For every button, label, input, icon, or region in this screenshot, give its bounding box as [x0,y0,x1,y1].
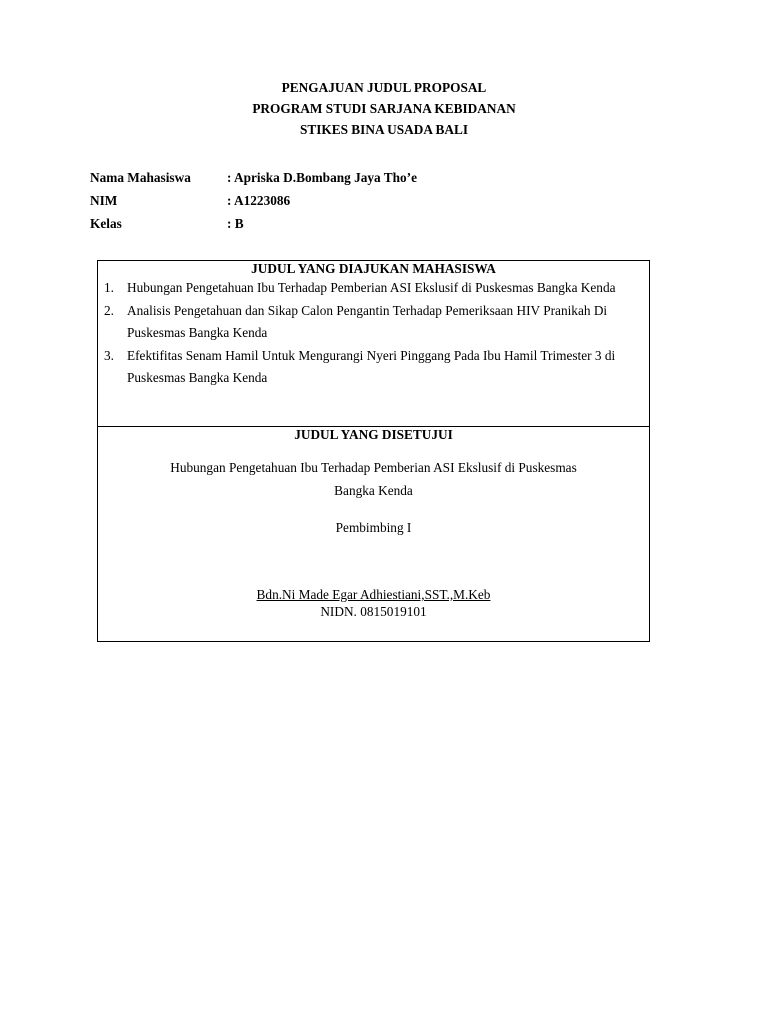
document-title: PENGAJUAN JUDUL PROPOSAL [281,80,487,95]
supervisor-nidn: NIDN. 0815019101 [320,604,427,619]
title-table [97,260,650,642]
list-item-number: 3. [104,347,114,363]
student-nim-label: NIM [90,193,118,208]
list-item-number: 1. [104,280,114,295]
proposed-titles-list [98,277,649,390]
approved-title-section [98,427,649,641]
supervisor-name: Bdn.Ni Made Egar Adhiestiani,SST.,M.Keb [256,587,491,602]
list-item-number: 2. [104,302,114,318]
list-item [98,300,649,345]
list-item-text: Analisis Pengetahuan dan Sikap Calon Pengantin Terhadap Pemeriksaan HIV Pranikah Di Puskesmas Bangka Kenda [127,302,608,340]
student-class-label: Kelas [90,216,122,231]
proposed-titles-section [98,261,649,427]
institution-name: STIKES BINA USADA BALI [299,122,469,137]
proposed-titles-heading: JUDUL YANG DIAJUKAN MAHASISWA [251,261,496,276]
student-info [90,166,417,235]
student-name-row [90,166,417,189]
student-nim-value: : A1223086 [227,193,291,208]
student-class-row [90,212,417,235]
document-header [0,77,768,140]
list-item-text: Efektifitas Senam Hamil Untuk Mengurangi Nyeri Pinggang Pada Ibu Hamil Trimester 3 di Puskesmas Bangka Kenda [127,347,616,385]
student-name-value: : Apriska D.Bombang Jaya Tho’e [227,170,418,185]
list-item [98,345,649,390]
student-nim-row [90,189,417,212]
student-name-label: Nama Mahasiswa [90,170,191,185]
approved-title-text: Hubungan Pengetahuan Ibu Terhadap Pemberian ASI Ekslusif di Puskesmas Bangka Kenda [170,460,577,498]
supervisor-role: Pembimbing I [335,520,412,535]
student-class-value: : B [227,216,244,231]
list-item [98,277,649,300]
program-name: PROGRAM STUDI SARJANA KEBIDANAN [252,101,516,116]
approved-title-heading: JUDUL YANG DISETUJUI [294,427,453,442]
list-item-text: Hubungan Pengetahuan Ibu Terhadap Pemberian ASI Ekslusif di Puskesmas Bangka Kenda [127,280,616,295]
